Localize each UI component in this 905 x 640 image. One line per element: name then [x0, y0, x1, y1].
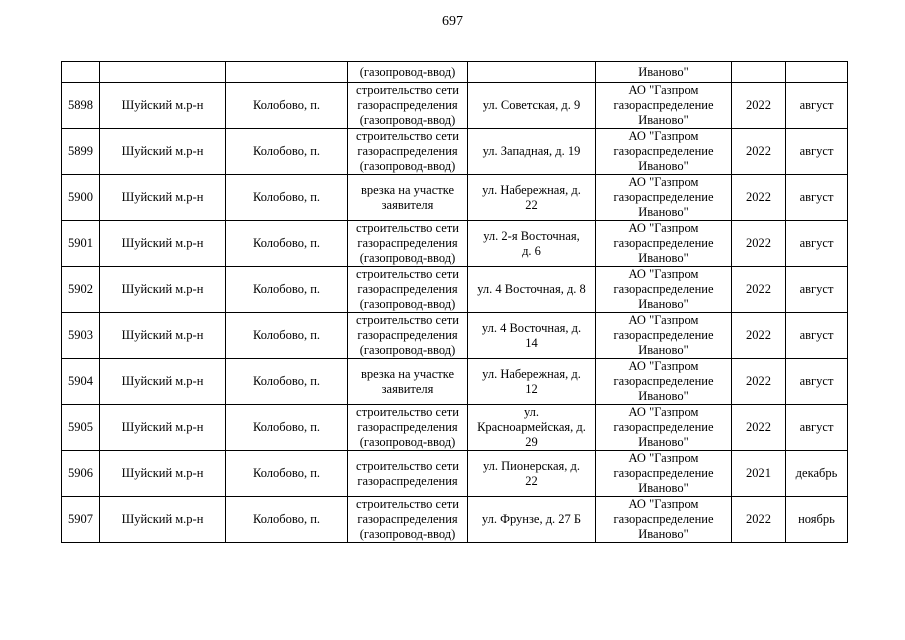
cell-address: ул. Пионерская, д. 22: [468, 451, 596, 497]
cell-number: 5907: [62, 497, 100, 543]
cell-organization: АО "Газпром газораспределение Иваново": [596, 175, 732, 221]
cell-number: 5906: [62, 451, 100, 497]
cell-number: 5902: [62, 267, 100, 313]
cell-month: август: [786, 313, 848, 359]
cell-month: ноябрь: [786, 497, 848, 543]
cell-year: 2022: [732, 129, 786, 175]
cell-address: ул. 2-я Восточная, д. 6: [468, 221, 596, 267]
cell-work-type: (газопровод-ввод): [348, 62, 468, 83]
cell-address: ул. 4 Восточная, д. 8: [468, 267, 596, 313]
table-row: [62, 83, 848, 129]
table-row-continued: [62, 62, 848, 83]
cell-month: август: [786, 221, 848, 267]
cell-month: декабрь: [786, 451, 848, 497]
cell-locality: [226, 62, 348, 83]
cell-year: 2022: [732, 221, 786, 267]
cell-year: 2022: [732, 497, 786, 543]
cell-organization: АО "Газпром газораспределение Иваново": [596, 359, 732, 405]
cell-district: Шуйский м.р-н: [100, 405, 226, 451]
cell-locality: Колобово, п.: [226, 83, 348, 129]
cell-month: август: [786, 175, 848, 221]
cell-organization: АО "Газпром газораспределение Иваново": [596, 405, 732, 451]
cell-district: Шуйский м.р-н: [100, 129, 226, 175]
table-row: [62, 497, 848, 543]
table-row: [62, 175, 848, 221]
cell-year: 2021: [732, 451, 786, 497]
cell-year: [732, 62, 786, 83]
cell-address: ул. Западная, д. 19: [468, 129, 596, 175]
cell-number: 5900: [62, 175, 100, 221]
cell-work-type: строительство сети газораспределения (газопровод-ввод): [348, 83, 468, 129]
cell-month: август: [786, 83, 848, 129]
cell-month: [786, 62, 848, 83]
cell-district: Шуйский м.р-н: [100, 497, 226, 543]
cell-address: [468, 62, 596, 83]
table-body: [62, 62, 848, 543]
cell-address: ул. Набережная, д. 22: [468, 175, 596, 221]
cell-district: [100, 62, 226, 83]
cell-organization: Иваново": [596, 62, 732, 83]
cell-address: ул. Советская, д. 9: [468, 83, 596, 129]
page-number: 697: [442, 14, 463, 29]
table-row: [62, 451, 848, 497]
cell-district: Шуйский м.р-н: [100, 313, 226, 359]
cell-year: 2022: [732, 175, 786, 221]
cell-district: Шуйский м.р-н: [100, 83, 226, 129]
cell-locality: Колобово, п.: [226, 451, 348, 497]
cell-district: Шуйский м.р-н: [100, 267, 226, 313]
cell-number: 5899: [62, 129, 100, 175]
cell-work-type: строительство сети газораспределения (газопровод-ввод): [348, 129, 468, 175]
cell-month: август: [786, 405, 848, 451]
cell-year: 2022: [732, 359, 786, 405]
cell-locality: Колобово, п.: [226, 267, 348, 313]
cell-work-type: строительство сети газораспределения (газопровод-ввод): [348, 313, 468, 359]
cell-number: 5898: [62, 83, 100, 129]
cell-organization: АО "Газпром газораспределение Иваново": [596, 451, 732, 497]
cell-locality: Колобово, п.: [226, 221, 348, 267]
cell-month: август: [786, 129, 848, 175]
table-row: [62, 405, 848, 451]
table-row: [62, 313, 848, 359]
cell-work-type: строительство сети газораспределения (газопровод-ввод): [348, 221, 468, 267]
table-row: [62, 267, 848, 313]
gasification-table: [61, 61, 848, 543]
cell-locality: Колобово, п.: [226, 129, 348, 175]
cell-number: 5905: [62, 405, 100, 451]
table-row: [62, 129, 848, 175]
cell-organization: АО "Газпром газораспределение Иваново": [596, 129, 732, 175]
cell-locality: Колобово, п.: [226, 359, 348, 405]
cell-locality: Колобово, п.: [226, 175, 348, 221]
cell-number: 5903: [62, 313, 100, 359]
cell-work-type: врезка на участке заявителя: [348, 175, 468, 221]
cell-number: 5904: [62, 359, 100, 405]
cell-address: ул. Красноармейская, д. 29: [468, 405, 596, 451]
cell-address: ул. Фрунзе, д. 27 Б: [468, 497, 596, 543]
cell-district: Шуйский м.р-н: [100, 359, 226, 405]
cell-organization: АО "Газпром газораспределение Иваново": [596, 267, 732, 313]
table-row: [62, 359, 848, 405]
cell-locality: Колобово, п.: [226, 405, 348, 451]
cell-address: ул. Набережная, д. 12: [468, 359, 596, 405]
cell-work-type: врезка на участке заявителя: [348, 359, 468, 405]
cell-district: Шуйский м.р-н: [100, 451, 226, 497]
cell-organization: АО "Газпром газораспределение Иваново": [596, 221, 732, 267]
cell-locality: Колобово, п.: [226, 313, 348, 359]
table-row: [62, 221, 848, 267]
cell-year: 2022: [732, 405, 786, 451]
cell-year: 2022: [732, 83, 786, 129]
cell-work-type: строительство сети газораспределения: [348, 451, 468, 497]
cell-address: ул. 4 Восточная, д. 14: [468, 313, 596, 359]
cell-work-type: строительство сети газораспределения (газопровод-ввод): [348, 497, 468, 543]
cell-organization: АО "Газпром газораспределение Иваново": [596, 83, 732, 129]
cell-work-type: строительство сети газораспределения (газопровод-ввод): [348, 405, 468, 451]
cell-year: 2022: [732, 313, 786, 359]
cell-locality: Колобово, п.: [226, 497, 348, 543]
cell-month: август: [786, 267, 848, 313]
cell-month: август: [786, 359, 848, 405]
cell-district: Шуйский м.р-н: [100, 175, 226, 221]
cell-district: Шуйский м.р-н: [100, 221, 226, 267]
cell-number: [62, 62, 100, 83]
cell-organization: АО "Газпром газораспределение Иваново": [596, 497, 732, 543]
cell-organization: АО "Газпром газораспределение Иваново": [596, 313, 732, 359]
cell-work-type: строительство сети газораспределения (газопровод-ввод): [348, 267, 468, 313]
cell-year: 2022: [732, 267, 786, 313]
cell-number: 5901: [62, 221, 100, 267]
